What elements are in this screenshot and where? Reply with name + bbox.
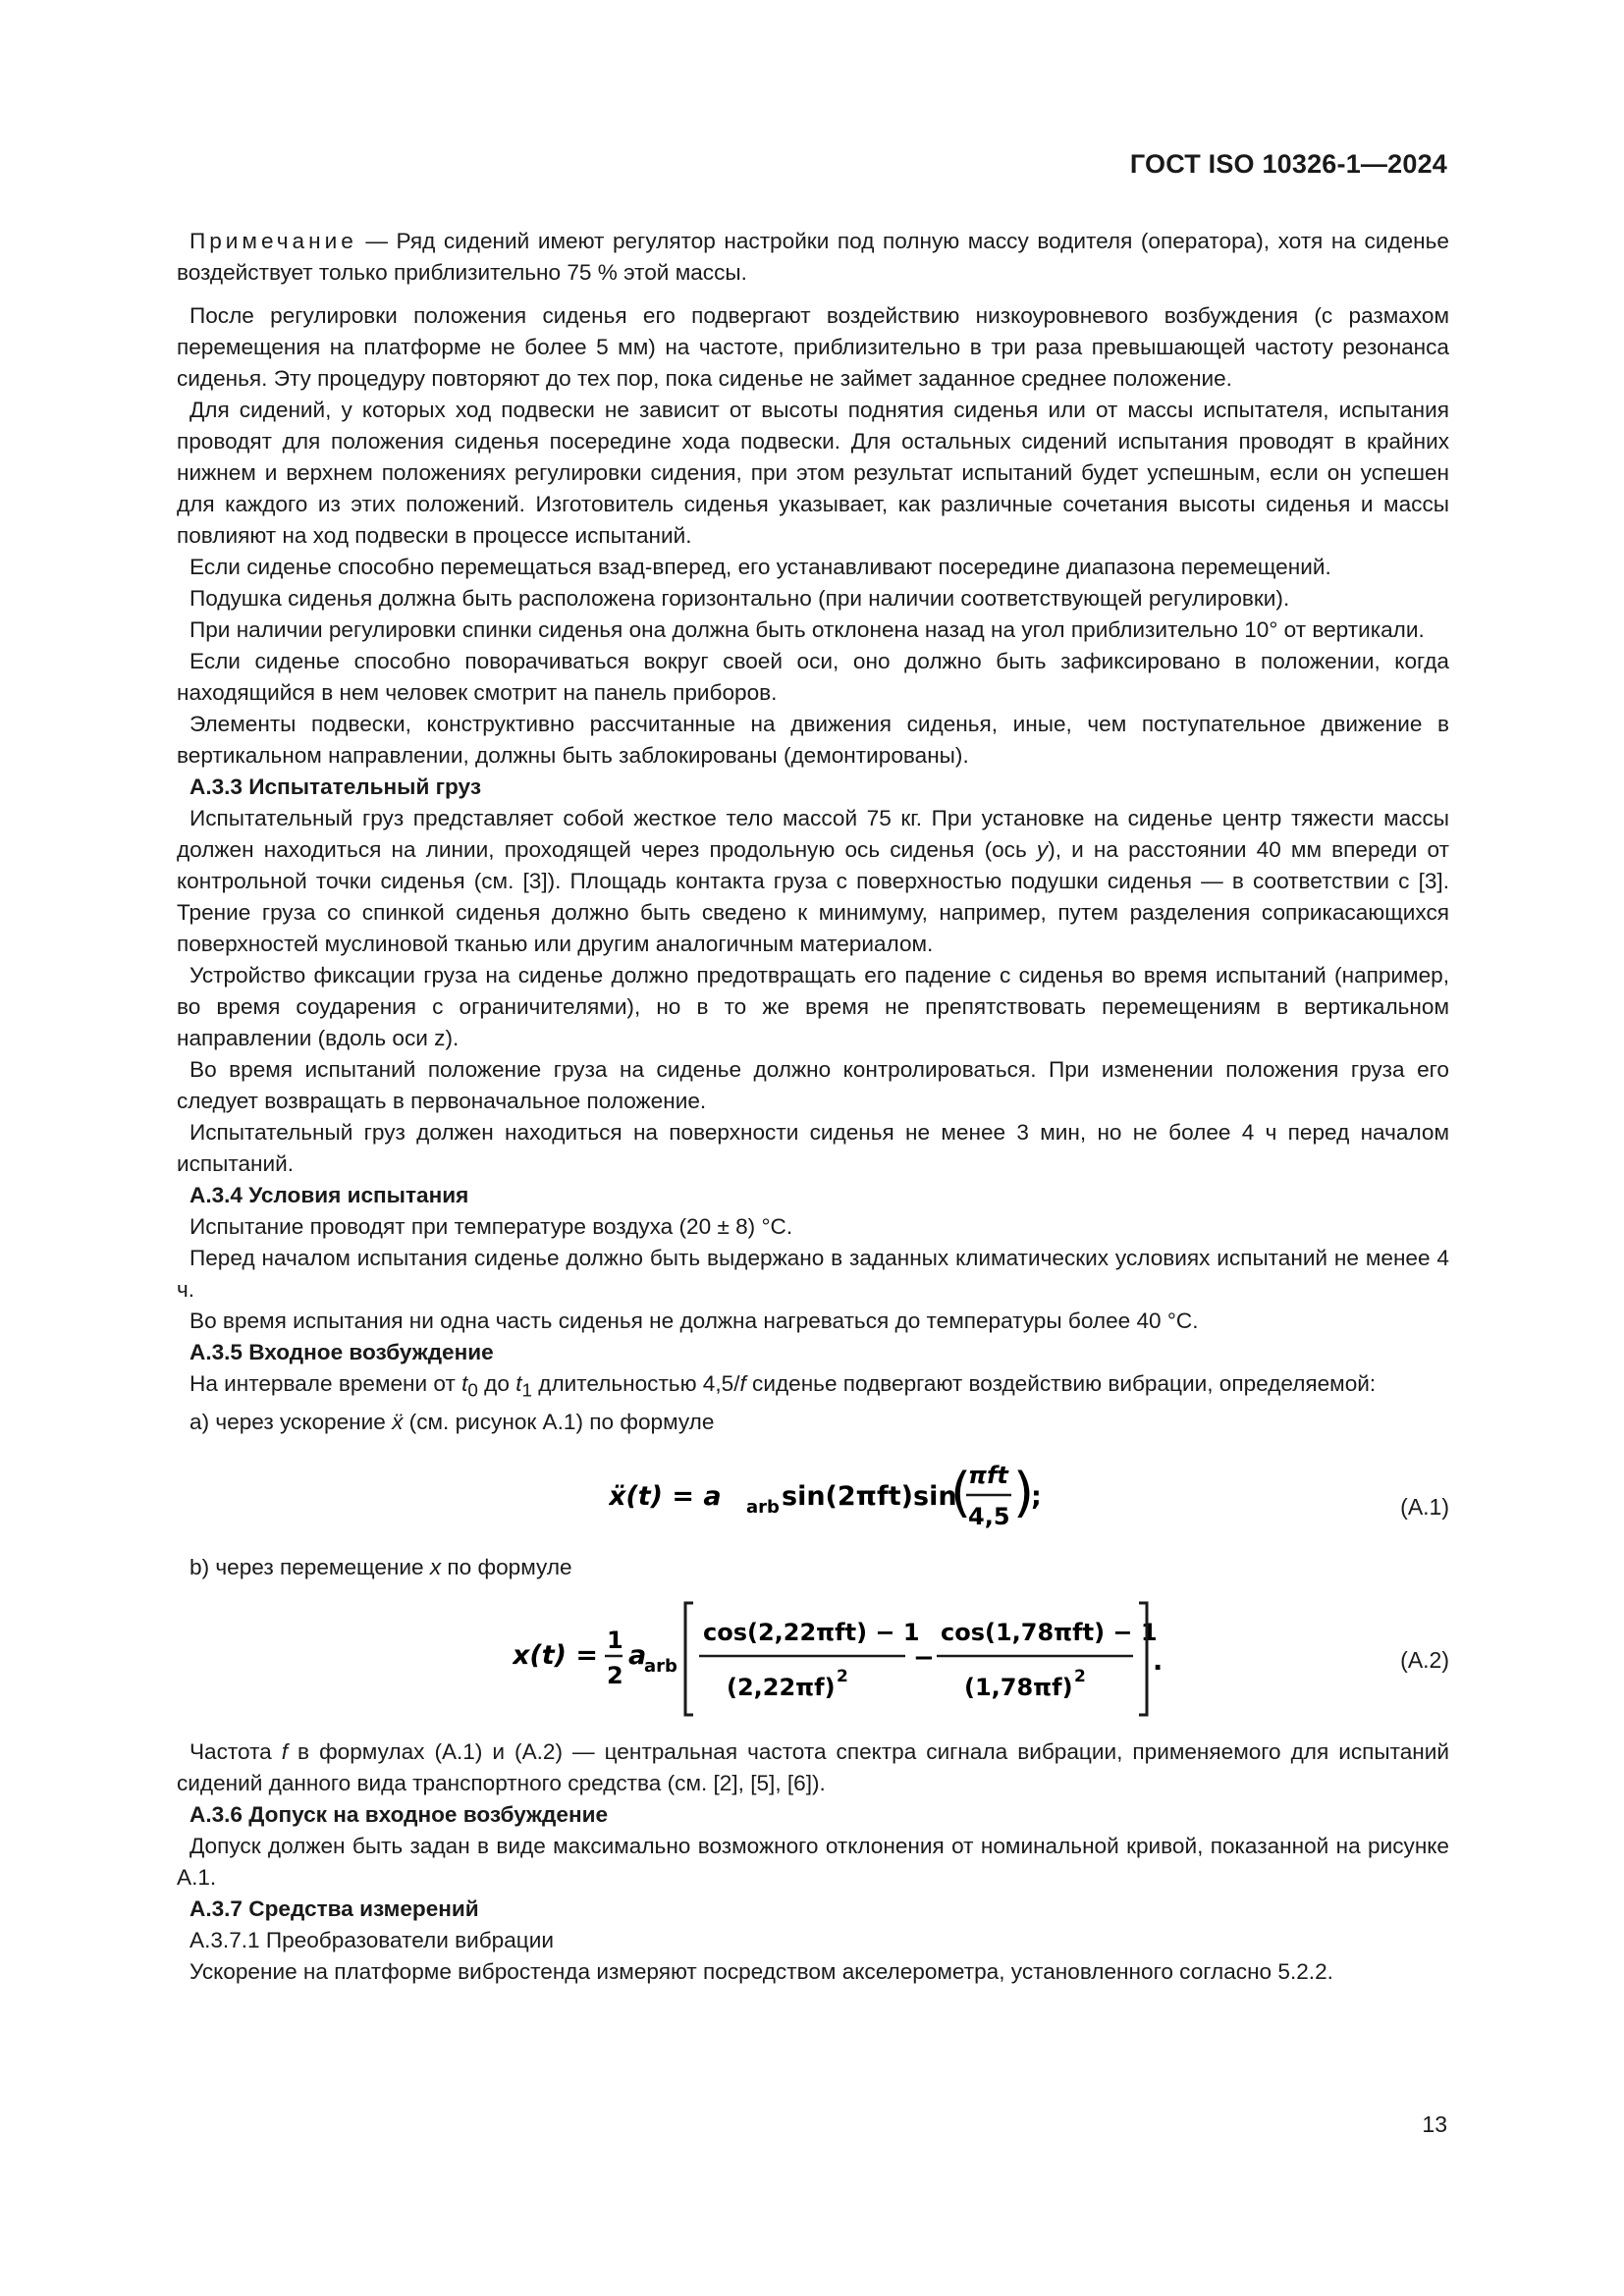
formula-a1-frac-den: 4,5 (968, 1502, 1010, 1530)
text-run: длительностью 4,5/ (531, 1371, 740, 1396)
paragraph: Испытательный груз должен находиться на поверхности сиденья не менее 3 мин, но не более 4 ч перед началом испытаний. (177, 1120, 1449, 1176)
paragraph: Элементы подвески, конструктивно рассчитанные на движения сиденья, иные, чем поступательное движение в вертикальном направлении, должны быть заблокированы (демонтированы). (177, 712, 1449, 768)
section-heading-a37: А.3.7 Средства измерений (189, 1896, 479, 1921)
section-heading-a34: А.3.4 Условия испытания (189, 1183, 469, 1207)
paragraph: Подушка сиденья должна быть расположена горизонтально (при наличии соответствующей регулировки). (189, 586, 1290, 611)
variable-x: x (429, 1554, 442, 1579)
formula-a2-term2-den: (1,78πf) (964, 1673, 1073, 1701)
formula-a1-end: ; (1031, 1480, 1042, 1512)
text-run: ), и на расстоянии 40 мм впереди от контрольной точки сиденья (см. [3]). Площадь контакта груза с поверхностью подушки сиденья — в соответствии с [3]. Трение груза со спинкой сиденья должно быть сведено к минимуму, например, путем разделения соприкасающихся поверхностей муслиновой тканью или другим аналогичным материалом. (177, 837, 1449, 956)
paragraph: При наличии регулировки спинки сиденья она должна быть отклонена назад на угол приблизительно 10° от вертикали. (189, 617, 1425, 642)
page-content (177, 226, 1449, 1988)
text-run: по формуле (441, 1554, 572, 1579)
formula-a2-half-den: 2 (607, 1661, 623, 1689)
formula-a2-a-sub: arb (644, 1655, 677, 1677)
subscript: 0 (467, 1379, 478, 1401)
formula-a2-lhs: x(t) = (513, 1639, 599, 1671)
list-item-a (177, 1407, 1449, 1438)
formula-a1-row (177, 1446, 1449, 1548)
text-run: На интервале времени от (189, 1371, 462, 1396)
variable-t: t (515, 1371, 522, 1396)
paren-close: ) (1013, 1461, 1035, 1523)
paragraph: Если сиденье способно поворачиваться вокруг своей оси, оно должно быть зафиксировано в положении, когда находящийся в нем человек смотрит на панель приборов. (177, 649, 1449, 705)
paragraph: Испытание проводят при температуре воздуха (20 ± 8) °С. (189, 1214, 793, 1239)
paragraph (177, 803, 1449, 960)
bracket-open (685, 1603, 693, 1715)
paragraph: Если сиденье способно перемещаться взад-вперед, его устанавливают посередине диапазона перемещений. (189, 555, 1331, 579)
page-number: 13 (1422, 2111, 1447, 2137)
formula-a1-tail (1013, 1446, 1053, 1548)
text-run: (см. рисунок А.1) по формуле (403, 1409, 715, 1434)
formula-a2-row (177, 1593, 1449, 1721)
variable-f: f (739, 1371, 746, 1396)
formula-a1-lhs: ẍ(t) = a (609, 1480, 722, 1512)
formula-a1-lhs-sub: arb (746, 1496, 780, 1518)
formula-a2-half-num: 1 (607, 1626, 623, 1654)
exponent: 2 (837, 1666, 848, 1686)
axis-variable: y (1036, 837, 1049, 862)
text-run: Частота (189, 1738, 282, 1764)
paragraph: Допуск должен быть задан в виде максимально возможного отклонения от номинальной кривой, показанной на рисунке А.1. (177, 1833, 1449, 1890)
formula-a2-term2-num: cos(1,78πft) − 1 (941, 1618, 1158, 1646)
paragraph: Во время испытания ни одна часть сиденья не должна нагреваться до температуры более 40 °С. (189, 1308, 1199, 1333)
exponent: 2 (1074, 1666, 1086, 1686)
document-code: ГОСТ ISO 10326-1—2024 (1129, 149, 1447, 179)
note-text: — Ряд сидений имеют регулятор настройки под полную массу водителя (оператора), хотя на сиденье воздействует только приблизительно 75 % этой массы. (177, 229, 1449, 285)
formula-a2-term1-den: (2,22πf) (727, 1673, 836, 1701)
formula-a1-frac-num: πft (968, 1461, 1008, 1489)
variable-f: f (281, 1738, 289, 1764)
formula-a1-rhs: sin(2πft)sin (782, 1480, 957, 1512)
subsection-title: А.3.7.1 Преобразователи вибрации (189, 1927, 554, 1952)
formula-a2-a: a (628, 1639, 647, 1671)
formula-number-a2: (А.2) (1400, 1646, 1449, 1673)
paragraph: Перед началом испытания сиденье должно быть выдержано в заданных климатических условиях испытаний не менее 4 ч. (177, 1246, 1449, 1302)
text-run: b) через перемещение (189, 1554, 430, 1579)
text-run: в формулах (А.1) и (А.2) — центральная частота спектра сигнала вибрации, применяемого для испытаний сидений данного вида транспортного средства (см. [2], [5], [6]). (177, 1738, 1449, 1795)
note-label: Примечание (189, 229, 357, 253)
note-paragraph (177, 226, 1449, 289)
paragraph (177, 1368, 1449, 1407)
formula-number-a1: (А.1) (1400, 1493, 1449, 1520)
paragraph: Во время испытаний положение груза на сиденье должно контролироваться. При изменении положения груза его следует возвращать в первоначальное положение. (177, 1057, 1449, 1113)
minus-sign: − (913, 1642, 935, 1673)
paren-open: ( (950, 1461, 972, 1523)
paragraph: Устройство фиксации груза на сиденье должно предотвращать его падение с сиденья во время испытаний (например, во время соударения с ограничителями), но в то же время не препятствовать перемещениям в вертикальном направлении (вдоль оси z). (177, 963, 1449, 1050)
text-run: до (477, 1371, 516, 1396)
formula-a1 (609, 1446, 1021, 1548)
formula-a2-end: . (1153, 1645, 1164, 1677)
list-item-b (177, 1552, 1449, 1583)
paragraph: После регулировки положения сиденья его подвергают воздействию низкоуровневого возбуждения (с размахом перемещения на платформе не более 5 мм) на частоте, приблизительно в три раза превышающей частоту резонанса сиденья. Эту процедуру повторяют до тех пор, пока сиденье не займет заданное среднее положение. (177, 303, 1449, 391)
section-heading-a33: А.3.3 Испытательный груз (189, 774, 482, 799)
paragraph (177, 1736, 1449, 1799)
section-heading-a35: А.3.5 Входное возбуждение (189, 1340, 494, 1364)
text-run: a) через ускорение (189, 1409, 393, 1434)
formula-a2 (513, 1593, 1219, 1721)
variable-t: t (461, 1371, 468, 1396)
section-heading-a36: А.3.6 Допуск на входное возбуждение (189, 1801, 609, 1827)
paragraph: Ускорение на платформе вибростенда измеряют посредством акселерометра, установленного согласно 5.2.2. (189, 1958, 1333, 1984)
formula-a2-term1-num: cos(2,22πft) − 1 (703, 1618, 920, 1646)
text-run: Испытательный груз представляет собой жесткое тело массой 75 кг. При установке на сиденье центр тяжести массы должен находиться на линии, проходящей через продольную ось сиденья (ось (177, 806, 1449, 862)
text-run: сиденье подвергают воздействию вибрации, определяемой: (745, 1371, 1377, 1396)
subscript: 1 (521, 1379, 532, 1401)
paragraph: Для сидений, у которых ход подвески не зависит от высоты поднятия сиденья или от массы испытателя, испытания проводят для положения сиденья посередине хода подвески. Для остальных сидений испытания проводят в крайних нижнем и верхнем положениях регулировки сидения, при этом результат испытаний будет успешным, если он успешен для каждого из этих положений. Изготовитель сиденья указывает, как различные сочетания высоты сиденья и массы повлияют на ход подвески в процессе испытаний. (177, 398, 1449, 548)
variable-x-ddot: ẍ (392, 1409, 404, 1434)
